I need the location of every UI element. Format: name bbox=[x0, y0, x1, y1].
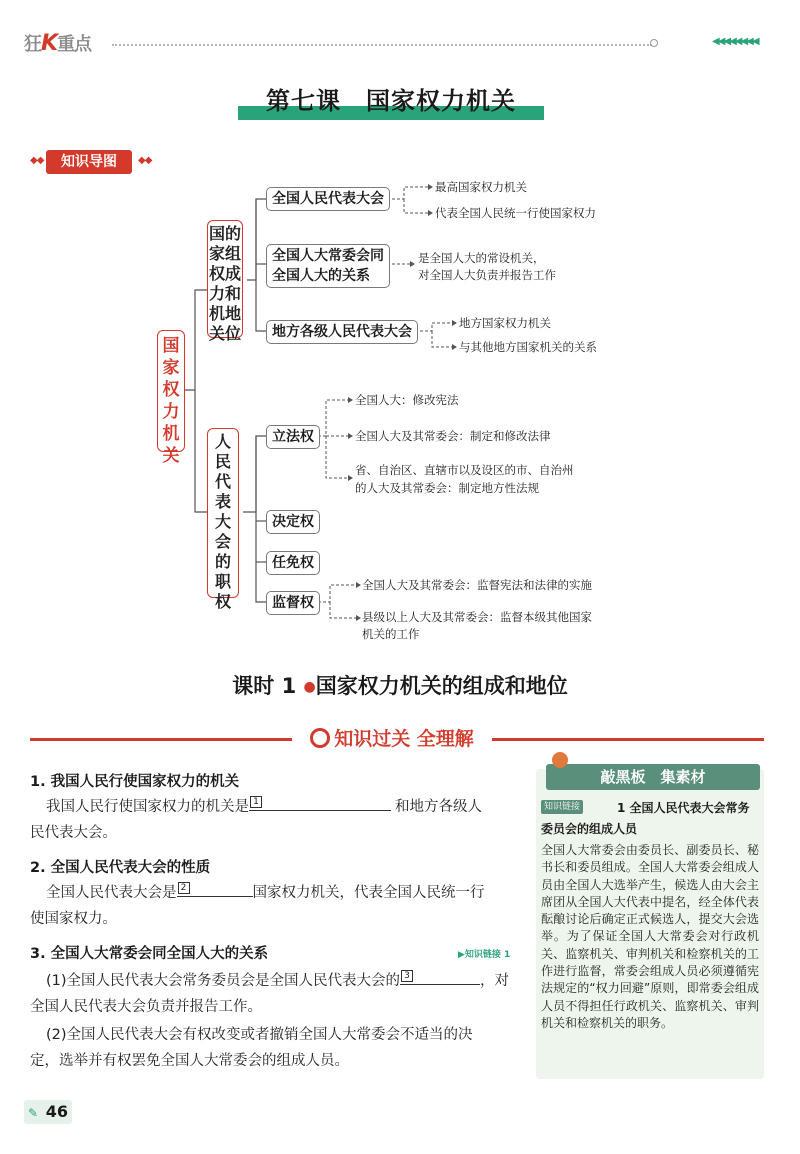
branch-char: 家组 bbox=[208, 244, 241, 263]
q1-title: 1. 我国人民行使国家权力的机关 bbox=[30, 774, 240, 790]
q3-text: (1)全国人民代表大会常务委员会是全国人民代表大会的 bbox=[46, 973, 401, 989]
note: 机关的工作 bbox=[362, 627, 420, 641]
q3-para-1 bbox=[30, 968, 526, 1020]
q2-text: 使国家权力。 bbox=[30, 911, 117, 927]
section-title bbox=[0, 670, 800, 700]
q2-text: 国家权力机关，代表全国人民统一行 bbox=[252, 885, 485, 901]
node-line: 全国人大常委会同 bbox=[272, 248, 384, 264]
mind-map-root bbox=[157, 330, 185, 466]
header-arrows-icon: ◀◀◀◀◀◀◀◀ bbox=[712, 36, 758, 47]
note: 代表全国人民统一行使国家权力 bbox=[435, 206, 596, 220]
panel-knowledge-tag: 知识链接 bbox=[541, 800, 583, 814]
note: 省、自治区、直辖市以及设区的市、自治州 bbox=[355, 463, 574, 477]
page-number: 46 bbox=[24, 1100, 72, 1124]
note: 地方国家权力机关 bbox=[459, 316, 551, 330]
pen-icon: ✎ bbox=[28, 1106, 39, 1120]
q2-title: 2. 全国人民代表大会的性质 bbox=[30, 860, 211, 876]
blank-3[interactable] bbox=[400, 968, 480, 985]
person-icon bbox=[552, 752, 568, 768]
brand-text: 重点 bbox=[57, 34, 92, 55]
blank-1[interactable] bbox=[249, 794, 391, 811]
node-npc: 全国人民代表大会 bbox=[266, 187, 390, 211]
note: 的人大及其常委会：制定地方性法规 bbox=[355, 481, 539, 495]
panel-body: 全国人大常委会由委员长、副委员长、秘书长和委员组成。全国人大常委会组成人员由全国人大选举产生，候选人由大会主席团从全国人大代表中提名，经全体代表酝酿讨论后确定正式候选人，提交大会选举。为了保证全国人大常委会对行政机关、监察机关、审判机关和检察机关的工作进行监督，常委会组成人员必须遵循宪法规定的“权力回避”原则，即常委会组成人员不得担任行政机关、监察机关、审判机关和检察机关的职务。 bbox=[541, 843, 759, 1030]
band-line-right bbox=[492, 738, 764, 741]
section-lesson: 课时 1 bbox=[232, 674, 297, 698]
note: 对全国人大负责并报告工作 bbox=[418, 268, 556, 282]
blank-number: 1 bbox=[250, 796, 262, 808]
section-subtitle: 国家权力机关的组成和地位 bbox=[315, 674, 568, 698]
knowledge-band bbox=[292, 724, 492, 754]
blank-number: 3 bbox=[401, 970, 413, 982]
note: 全国人大及其常委会：制定和修改法律 bbox=[355, 429, 551, 443]
node-decision-power: 决定权 bbox=[266, 510, 320, 534]
blank-2[interactable] bbox=[177, 880, 253, 897]
branch-char: 代 bbox=[214, 472, 231, 491]
knowledge-link-1[interactable]: ▶知识链接 1 bbox=[458, 950, 511, 960]
node-legislative-power: 立法权 bbox=[266, 425, 320, 449]
q1-text: 民代表大会。 bbox=[30, 825, 117, 841]
q3-para-2 bbox=[30, 1022, 536, 1074]
note: 县级以上人大及其常委会：监督本级其他国家 bbox=[362, 610, 592, 624]
q1-text: 我国人民行使国家权力的机关是 bbox=[46, 799, 249, 815]
branch-char: 机地 bbox=[208, 304, 241, 323]
connector-root-branch1 bbox=[185, 290, 207, 390]
node-supervision-power: 监督权 bbox=[266, 591, 320, 615]
note: 与其他地方国家机关的关系 bbox=[459, 340, 597, 354]
branch-char: 大 bbox=[214, 512, 231, 531]
branch-char: 力和 bbox=[208, 284, 241, 303]
note: 是全国人大的常设机关， bbox=[418, 251, 545, 265]
branch-char: 表 bbox=[214, 492, 231, 511]
branch-char: 权成 bbox=[208, 264, 241, 283]
band-text: 知识过关 全理解 bbox=[334, 728, 474, 750]
branch-char: 权 bbox=[214, 592, 231, 611]
branch-powers bbox=[207, 428, 239, 611]
tag-deco-icon: ◆◆ bbox=[30, 155, 44, 166]
branch-char: 会 bbox=[214, 532, 231, 551]
node-standing-committee bbox=[266, 244, 390, 288]
note: 全国人大：修改宪法 bbox=[355, 393, 459, 407]
node-local-congress: 地方各级人民代表大会 bbox=[266, 320, 418, 344]
mind-map-root-text: 国家权力机关 bbox=[162, 336, 180, 466]
branch-char: 国的 bbox=[208, 224, 241, 243]
bullet-icon: ● bbox=[303, 679, 316, 695]
tag-deco-icon: ◆◆ bbox=[138, 155, 152, 166]
q1-para bbox=[30, 794, 526, 846]
branch-char: 的 bbox=[214, 552, 231, 571]
lesson-title-text: 第七课 国家权力机关 bbox=[266, 87, 516, 115]
q3-text: (2)全国人民代表大会有权改变或者撤销全国人大常委会不适当的决 bbox=[46, 1027, 473, 1043]
mind-map-tag: 知识导图 bbox=[46, 150, 132, 174]
band-line-left bbox=[30, 738, 292, 741]
q3-title: 3. 全国人大常委会同全国人大的关系 bbox=[30, 946, 269, 962]
panel-header: 敲黑板 集素材 bbox=[546, 764, 760, 790]
branch-char: 关位 bbox=[208, 324, 241, 343]
q3-text: ，对 bbox=[480, 973, 510, 989]
blank-number: 2 bbox=[178, 882, 190, 894]
node-appointment-power: 任免权 bbox=[266, 551, 320, 575]
q2-text: 全国人民代表大会是 bbox=[46, 885, 177, 901]
q1-text: 和地方各级人 bbox=[395, 799, 482, 815]
branch-composition-chars bbox=[208, 224, 242, 344]
branch-composition bbox=[207, 220, 243, 343]
q3-text: 定，选举并有权罢免全国人大常委会的组成人员。 bbox=[30, 1053, 349, 1069]
branch-char: 人 bbox=[214, 432, 231, 451]
brand-char: 狂 bbox=[24, 34, 41, 55]
branch-char: 职 bbox=[214, 572, 231, 591]
branch-char: 民 bbox=[214, 452, 231, 471]
node-line: 全国人大的关系 bbox=[272, 268, 370, 284]
panel-subtitle: 1 全国人民代表大会常务委员会的组成人员 bbox=[541, 801, 750, 836]
note: 最高国家权力机关 bbox=[435, 180, 527, 194]
note: 全国人大及其常委会：监督宪法和法律的实施 bbox=[362, 578, 592, 592]
q2-para bbox=[30, 880, 526, 932]
brand-k: K bbox=[41, 31, 58, 56]
q3-text: 全国人民代表大会负责并报告工作。 bbox=[30, 999, 262, 1015]
connector-root-branch2 bbox=[195, 390, 207, 512]
swirl-icon bbox=[310, 728, 330, 748]
